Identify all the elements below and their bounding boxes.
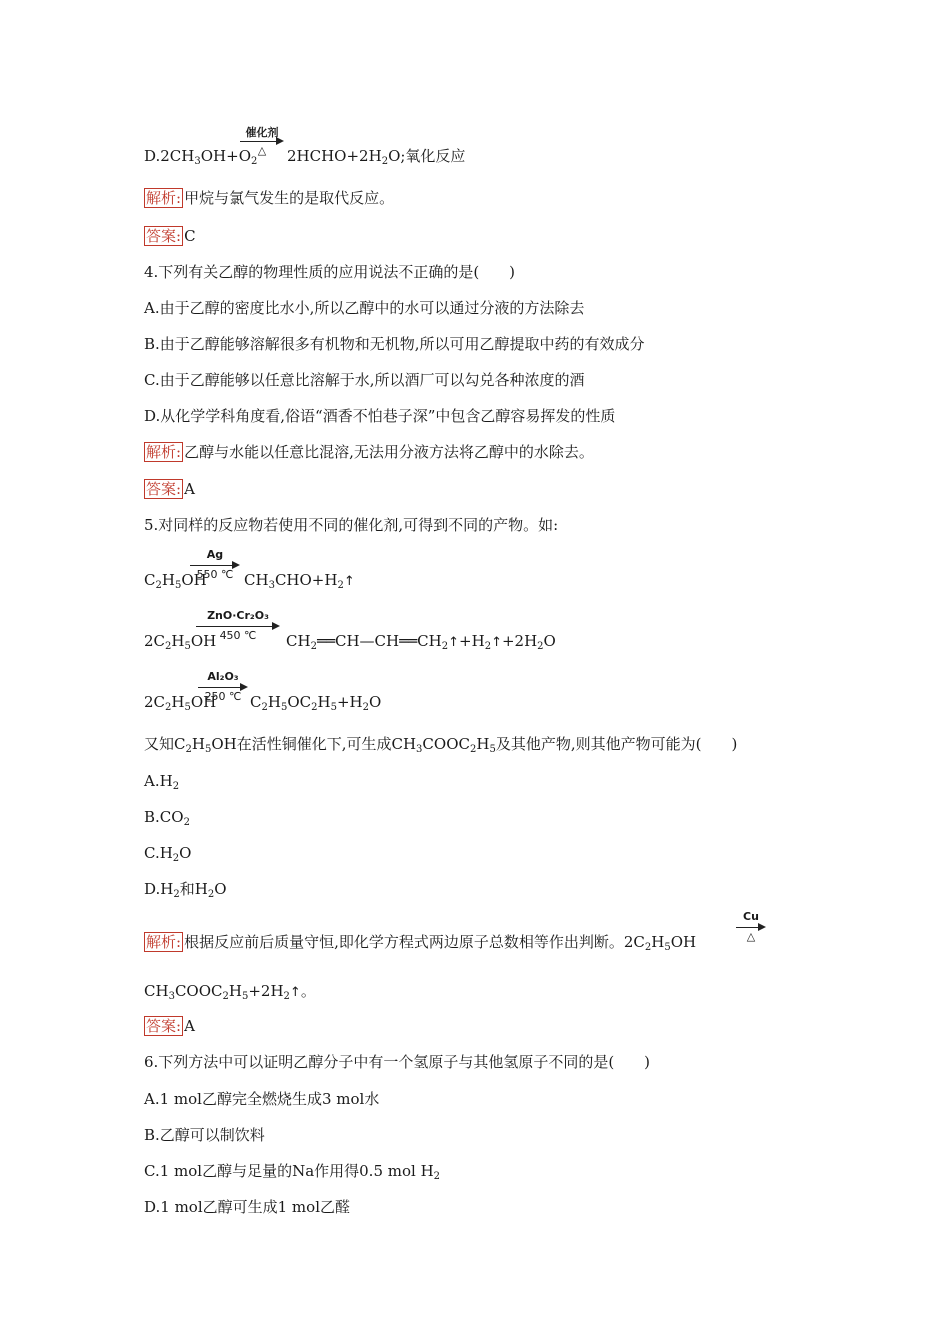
q5-stem: 5.对同样的反应物若使用不同的催化剂,可得到不同的产物。如: <box>144 516 559 534</box>
q3-analysis: 解析: 甲烷与氯气发生的是取代反应。 <box>146 189 395 207</box>
arrow-condition: 250 ℃ <box>204 690 242 703</box>
q3-option-d-right: $2HCHO+2H_2O$;氧化反应 <box>287 147 466 167</box>
q4-option-a: A.由于乙醇的密度比水小,所以乙醇中的水可以通过分液的方法除去 <box>144 299 585 317</box>
analysis-tag: 解析: <box>146 189 182 207</box>
q5-answer: 答案: A <box>146 1017 195 1035</box>
q5-reaction-1: $C_2H_5OH$ <box>144 571 207 591</box>
arrow-condition: △ <box>257 144 267 157</box>
reaction-arrow <box>198 670 248 710</box>
q5-reaction-2-products: $CH_2══CH—CH══CH_2↑+H_2↑+2H_2O$ <box>286 632 556 652</box>
q5-analysis: 解析: 根据反应前后质量守恒,即化学方程式两边原子总数相等作出判断。$2C_2H_5OH$ <box>146 933 697 953</box>
q6-stem: 6.下列方法中可以证明乙醇分子中有一个氢原子与其他氢原子不同的是( ) <box>144 1053 651 1071</box>
q6-option-d: D.1 mol乙醇可生成1 mol乙醛 <box>144 1198 350 1216</box>
q4-analysis: 解析: 乙醇与水能以任意比混溶,无法用分液方法将乙醇中的水除去。 <box>146 443 594 461</box>
reaction-arrow <box>240 124 284 164</box>
analysis-tag: 解析: <box>146 933 182 951</box>
q4-option-d: D.从化学学科角度看,俗语“酒香不怕巷子深”中包含乙醇容易挥发的性质 <box>144 407 616 425</box>
q4-option-b: B.由于乙醇能够溶解很多有机物和无机物,所以可用乙醇提取中药的有效成分 <box>144 335 645 353</box>
answer-tag: 答案: <box>146 227 182 245</box>
arrow-condition: △ <box>746 930 756 943</box>
q5-question: 又知$C_2H_5OH$在活性铜催化下,可生成$CH_3COOC_2H_5$及其他产物,则其他产物可能为( ) <box>144 735 738 755</box>
q5-reaction-2: $2C_2H_5OH$ <box>144 632 217 652</box>
arrow-condition: 450 ℃ <box>219 629 257 642</box>
arrow-condition: 550 ℃ <box>196 568 234 581</box>
q5-option-b: $B.CO_2$ <box>144 808 190 828</box>
analysis-tag: 解析: <box>146 443 182 461</box>
q5-option-d: $D.H_2$和$H_2O$ <box>144 880 227 900</box>
arrow-catalyst: 催化剂 <box>245 126 279 139</box>
arrow-catalyst: ZnO·Cr₂O₃ <box>207 609 269 622</box>
q3-answer: 答案: C <box>146 227 196 245</box>
arrow-catalyst: Ag <box>206 548 224 561</box>
q5-reaction-3-products: $C_2H_5OC_2H_5+H_2O$ <box>250 693 382 713</box>
q6-option-a: A.1 mol乙醇完全燃烧生成3 mol水 <box>144 1090 380 1108</box>
q5-option-a: $A.H_2$ <box>144 772 180 792</box>
arrow-catalyst: Cu <box>743 910 759 923</box>
reaction-arrow <box>190 548 240 588</box>
q6-option-b: B.乙醇可以制饮料 <box>144 1126 265 1144</box>
answer-tag: 答案: <box>146 1017 182 1035</box>
reaction-arrow <box>196 609 280 649</box>
q5-reaction-1-products: $CH_3CHO+H_2↑$ <box>244 571 355 591</box>
answer-tag: 答案: <box>146 480 182 498</box>
q5-option-c: $C.H_2O$ <box>144 844 192 864</box>
arrow-catalyst: Al₂O₃ <box>207 670 239 683</box>
q5-reaction-3: $2C_2H_5OH$ <box>144 693 217 713</box>
q4-option-c: C.由于乙醇能够以任意比溶解于水,所以酒厂可以勾兑各种浓度的酒 <box>144 371 585 389</box>
q5-analysis-continued: $CH_3COOC_2H_5+2H_2↑$。 <box>144 982 316 1002</box>
q4-stem: 4.下列有关乙醇的物理性质的应用说法不正确的是( ) <box>144 263 516 281</box>
q6-option-c: C.1 mol乙醇与足量的Na作用得0.5 mol $H_2$ <box>144 1162 441 1182</box>
q4-answer: 答案: A <box>146 480 195 498</box>
reaction-arrow <box>736 910 766 950</box>
q3-option-d: $D.2CH_3OH+O_2$ <box>144 147 258 167</box>
